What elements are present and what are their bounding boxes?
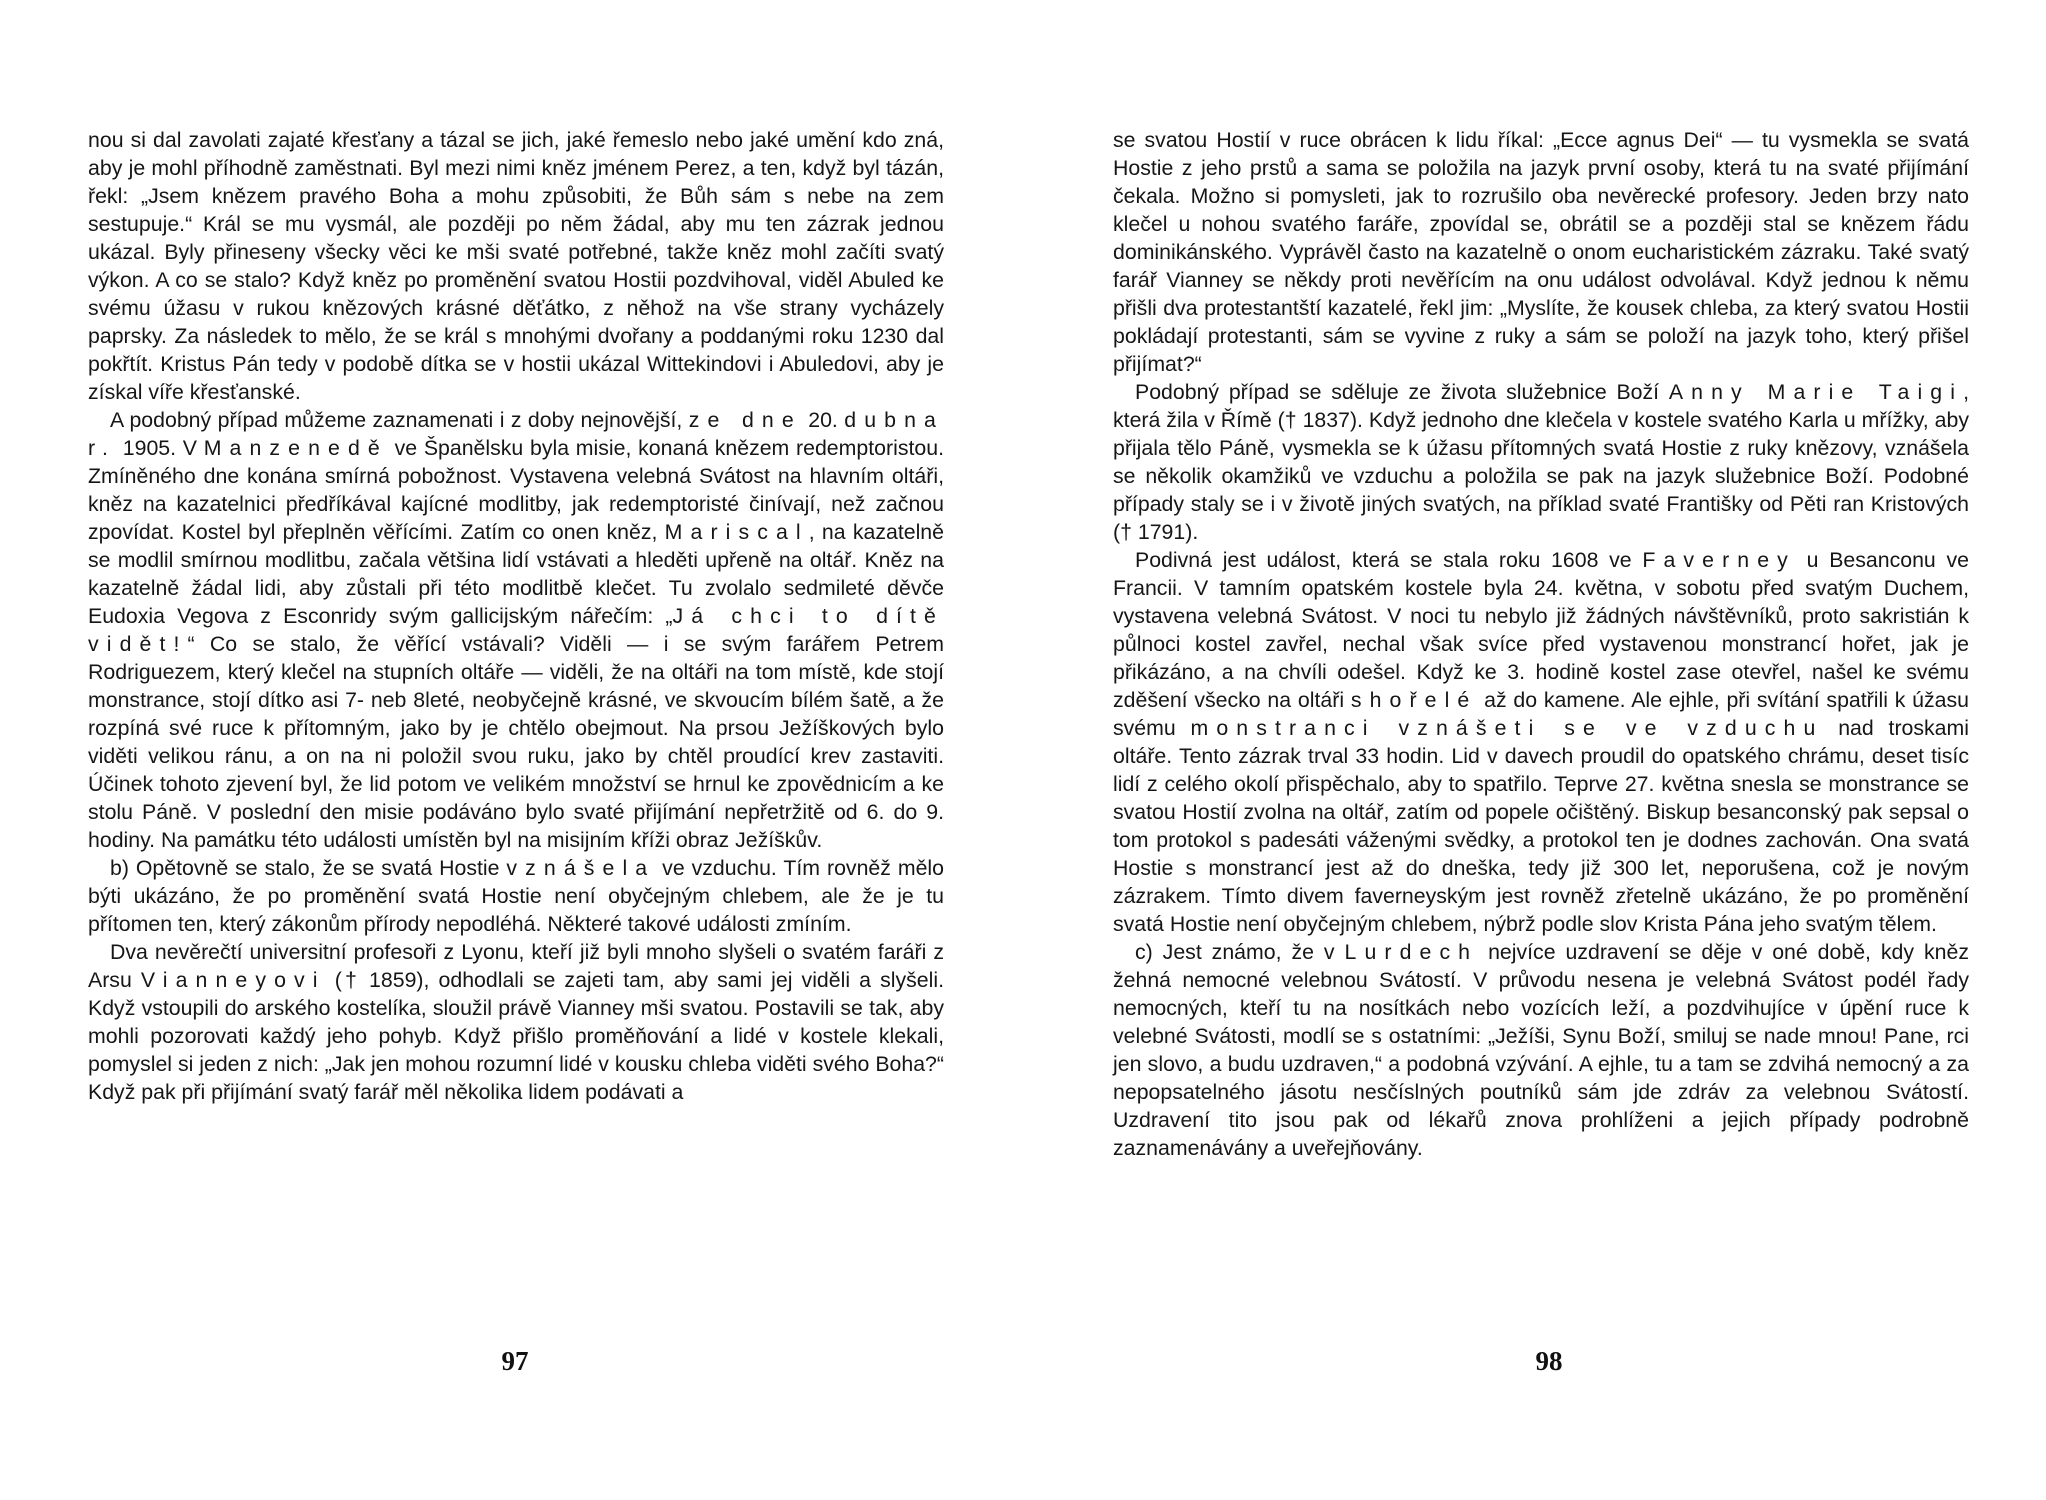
left-paragraph-4: Dva nevěrečtí universitní profesoři z Lyonu, kteří již byli mnoho slyšeli o svatém faráři z Arsu Vianneyovi († 1859), odhodlali se zajeti tam, aby sami jej viděli a slyšeli. Když vstoupili do arského kostelíka, sloužil právě Vianney mši svatou. Postavili se tak, aby mohli pozorovati každý jeho pohyb. Když přišlo proměňování a lidé v kostele klekali, pomyslel si jeden z nich: „Jak jen mohou rozumní lidé v kousku chleba viděti svého Boha?“ Když pak při přijímání svatý farář měl několika lidem podávati a bbox=[88, 940, 944, 1104]
right-paragraph-4: c) Jest známo, že v Lurdech nejvíce uzdravení se děje v oné době, kdy kněz žehná nemocné velebnou Svátostí. V průvodu nesena je velebná Svátost podél řady nemocných, kteří tu na nosítkách nebo vozících leží, a pozdvihujíce v úpění ruce k velebné Svátosti, modlí se s ostatními: „Ježíši, Synu Boží, smiluj se nade mnou! Pane, rci jen slovo, a budu uzdraven,“ a podobná vzývání. A ejhle, tu a tam se zdvihá nemocný a za nepopsatelného jásotu nesčíslných poutníků sám jde zdráv za velebnou Svátostí. Uzdravení tito jsou pak od lékařů znova prohlíženi a jejich případy podrobně zaznamenávány a uveřejňovány. bbox=[1113, 940, 1969, 1160]
right-page-number: 98 bbox=[1535, 1346, 1563, 1376]
left-paragraph-3: b) Opětovně se stalo, že se svatá Hostie vznášela ve vzduchu. Tím rovněž mělo býti ukázáno, že po proměnění svatá Hostie není obyčejným chlebem, ale že je tu přítomen ten, který zákonům přírody nepodléhá. Některé takové události zmíním. bbox=[88, 856, 944, 936]
left-page-number: 97 bbox=[501, 1346, 529, 1376]
right-paragraph-3: Podivná jest událost, která se stala roku 1608 ve Faverney u Besanconu ve Francii. V tamním opatském kostele byla 24. května, v sobotu před svatým Duchem, vystavena velebná Svátost. V noci tu nebylo již žádných návštěvníků, proto sakristián k půlnoci kostel zavřel, nechal však svíce před vystavenou monstrancí hořet, jak je přikázáno, a na chvíli odešel. Když ke 3. hodině kostel zase otevřel, našel ke svému zděšení všecko na oltáři shořelé až do kamene. Ale ejhle, při svítání spatřili k úžasu svému monstranci vznášeti se ve vzduchu nad troskami oltáře. Tento zázrak trval 33 hodin. Lid v davech proudil do opatského chrámu, deset tisíc lidí z celého okolí přispěchalo, aby to spatřilo. Teprve 27. května snesla se monstrance se svatou Hostií zvolna na oltář, zatím od popele očištěný. Biskup besanconský pak sepsal o tom protokol s padesáti váženými svědky, a protokol ten je dodnes zachován. Ona svatá Hostie s monstrancí jest až do dneška, tedy již 300 let, neporušena, což je novým zázrakem. Tímto divem faverneyským jest rovněž zřetelně ukázáno, že po proměnění svatá Hostie není obyčejným chlebem, nýbrž podle slov Krista Pána jeho svatým tělem. bbox=[1113, 548, 1969, 936]
left-page bbox=[88, 126, 944, 1106]
left-paragraph-1: nou si dal zavolati zajaté křesťany a tázal se jich, jaké řemeslo nebo jaké umění kdo zná, aby je mohl příhodně zaměstnati. Byl mezi nimi kněz jménem Perez, a ten, když byl tázán, řekl: „Jsem knězem pravého Boha a mohu způsobiti, že Bůh sám s nebe na zem sestupuje.“ Král se mu vysmál, ale později po něm žádal, aby mu ten zázrak jednou ukázal. Byly přineseny všecky věci ke mši svaté potřebné, takže kněz mohl začíti svatý výkon. A co se stalo? Když kněz po proměnění svatou Hostii pozdvihoval, viděl Abuled ke svému úžasu v rukou knězových krásné děťátko, z něhož na vše strany vycházely paprsky. Za následek to mělo, že se král s mnohými dvořany a poddanými roku 1230 dal pokřtít. Kristus Pán tedy v podobě dítka se v hostii ukázal Wittekindovi i Abuledovi, aby je získal víře křesťanské. bbox=[88, 128, 944, 404]
right-page bbox=[1113, 126, 1969, 1162]
left-paragraph-2: A podobný případ můžeme zaznamenati i z doby nejnovější, ze dne 20. dubna r. 1905. V Manzenedě ve Španělsku byla misie, konaná knězem redemptoristou. Zmíněného dne konána smírná pobožnost. Vystavena velebná Svátost na hlavním oltáři, kněz na kazatelnici předříkával kajícné modlitby, jak redemptoristé činívají, než začnou zpovídat. Kostel byl přeplněn věřícími. Zatím co onen kněz, Mariscal, na kazatelně se modlil smírnou modlitbu, začala většina lidí vstávati a hleděti upřeně na oltář. Kněz na kazatelně žádal lidi, aby zůstali při této modlitbě klečet. Tu zvolalo sedmileté děvče Eudoxia Vegova z Esconridy svým gallicijským nářečím: „Já chci to dítě vidět!“ Co se stalo, že věřící vstávali? Viděli — i se svým farářem Petrem Rodriguezem, který klečel na stupních oltáře — viděli, že na oltáři na tom místě, kde stojí monstrance, stojí dítko asi 7- neb 8leté, neobyčejně krásné, ve skvoucím bílém šatě, a že rozpíná své ruce k přítomným, jako by je chtělo obejmout. Na prsou Ježíškových bylo viděti velikou ránu, a on na ni položil svou ruku, jako by chtěl proudící krev zastaviti. Účinek tohoto zjevení byl, že lid potom ve velikém množství se hrnul ke zpovědnicím a ke stolu Páně. V poslední den misie podáváno bylo svaté přijímání nepřetržitě od 6. do 9. hodiny. Na památku této události umístěn byl na misijním kříži obraz Ježíškův. bbox=[88, 408, 944, 852]
right-paragraph-2: Podobný případ se sděluje ze života služebnice Boží Anny Marie Taigi, která žila v Římě († 1837). Když jednoho dne klečela v kostele svatého Karla u mřížky, aby přijala tělo Páně, vysmekla se k úžasu přítomných svatá Hostie z ruky knězovy, vznášela se několik okamžiků ve vzduchu a položila se pak na jazyk služebnice Boží. Podobné případy staly se i v životě jiných svatých, na příklad svaté Františky od Pěti ran Kristových († 1791). bbox=[1113, 380, 1969, 544]
right-paragraph-1: se svatou Hostií v ruce obrácen k lidu říkal: „Ecce agnus Dei“ — tu vysmekla se svatá Hostie z jeho prstů a sama se položila na jazyk první osoby, která tu na svaté přijímání čekala. Možno si pomysleti, jak to rozrušilo oba nevěrecké profesory. Jeden brzy nato klečel u nohou svatého faráře, zpovídal se, obrátil se a později stal se knězem řádu dominikánského. Vyprávěl často na kazatelně o onom eucharistickém zázraku. Také svatý farář Vianney se někdy proti nevěřícím na onu událost odvolával. Když jednou k němu přišli dva protestantští kazatelé, řekl jim: „Myslíte, že kousek chleba, za který svatou Hostii pokládají protestanti, sám se vyvine z ruky a sám se položí na jazyk toho, který přišel přijímat?“ bbox=[1113, 128, 1969, 376]
